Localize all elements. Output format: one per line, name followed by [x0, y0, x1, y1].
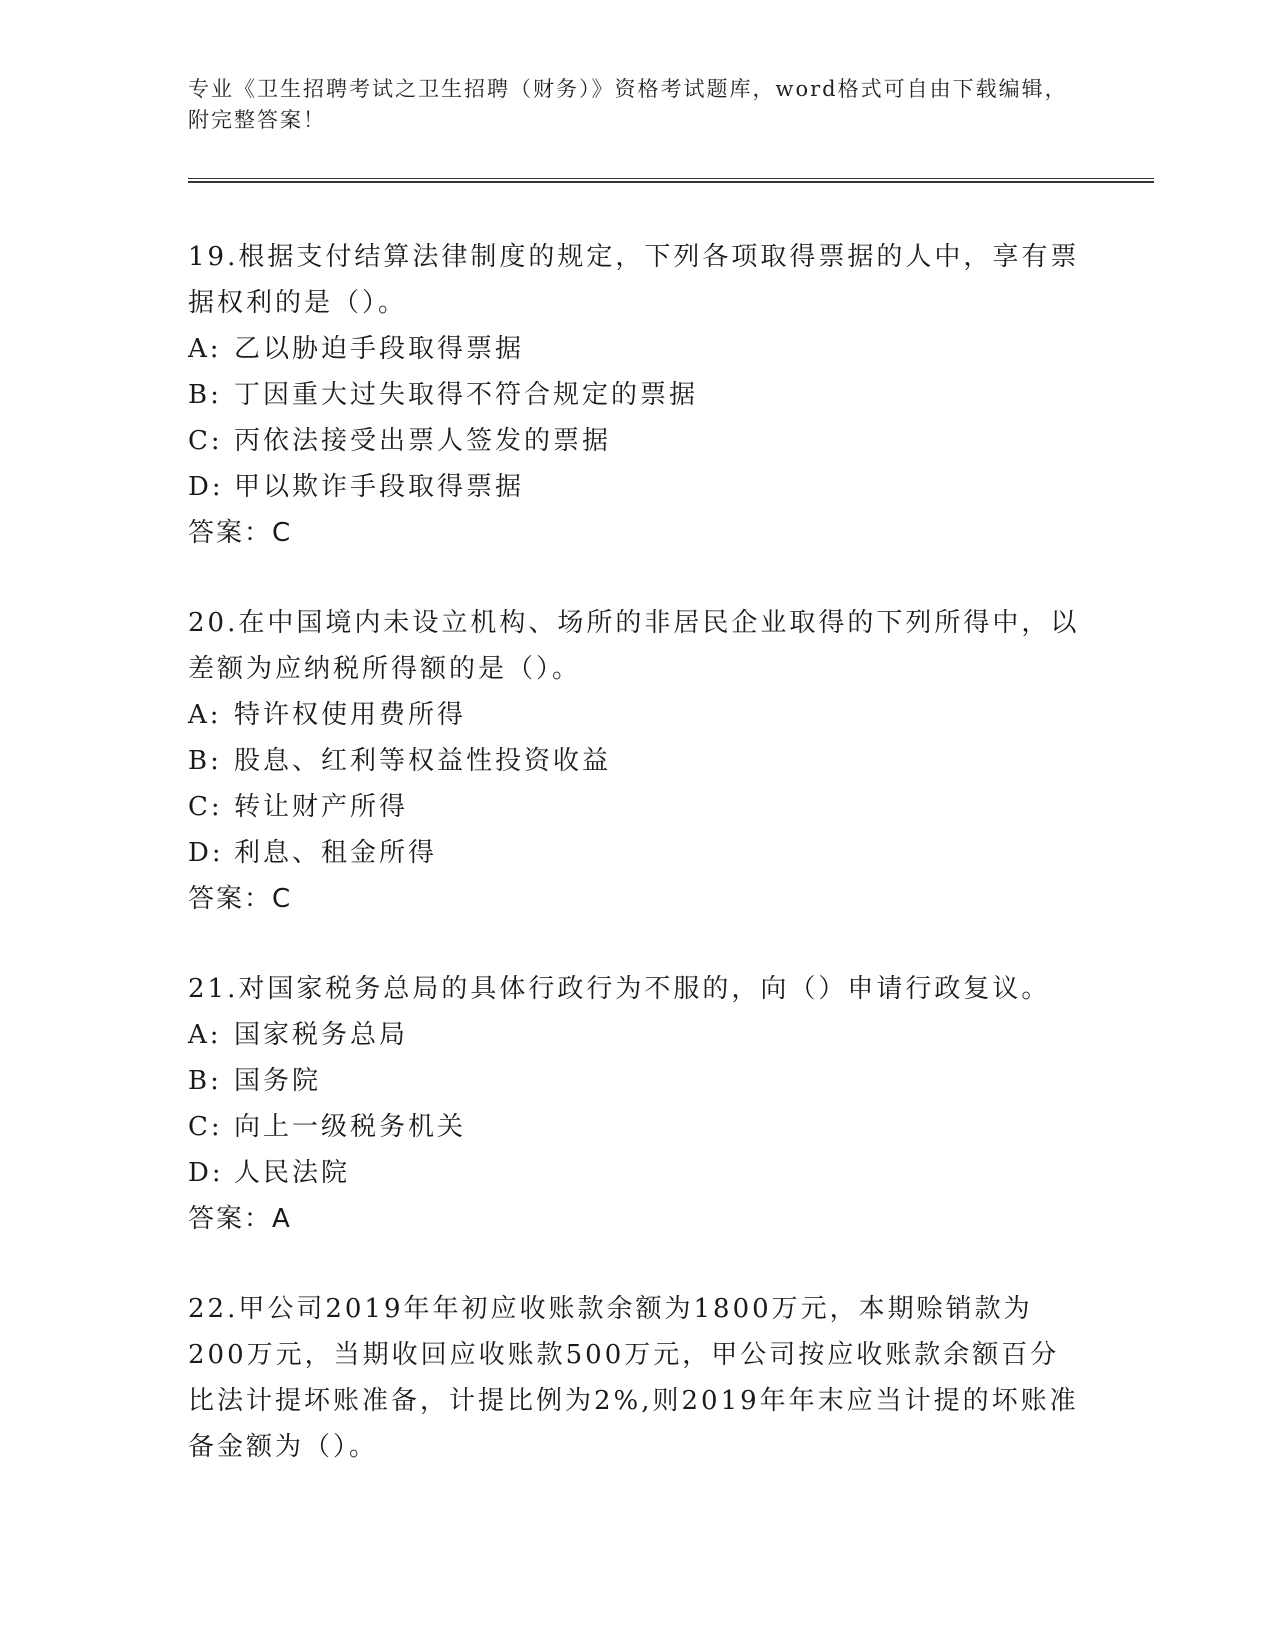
answer-line: 答案：A: [188, 1204, 292, 1234]
option-b: [188, 372, 1088, 418]
option-letter: B:: [188, 380, 222, 410]
option-d: [188, 830, 1088, 876]
question-20: [188, 600, 1088, 922]
answer-line: 答案：C: [188, 518, 293, 548]
option-c: [188, 418, 1088, 464]
option-d: [188, 464, 1088, 510]
option-text: 特许权使用费所得: [234, 700, 467, 730]
option-text: 股息、红利等权益性投资收益: [234, 746, 612, 776]
option-letter: B:: [188, 1066, 222, 1096]
option-letter: C:: [188, 426, 223, 456]
option-a: [188, 1012, 1088, 1058]
question-stem: 19.根据支付结算法律制度的规定，下列各项取得票据的人中，享有票据权利的是（）。: [188, 242, 1080, 318]
option-text: 利息、租金所得: [234, 838, 438, 868]
option-letter: A:: [188, 334, 222, 364]
option-text: 丁因重大过失取得不符合规定的票据: [234, 380, 699, 410]
option-text: 转让财产所得: [234, 792, 409, 822]
option-letter: C:: [188, 1112, 223, 1142]
question-stem: 20.在中国境内未设立机构、场所的非居民企业取得的下列所得中，以差额为应纳税所得额的是（）。: [188, 608, 1080, 684]
option-a: [188, 692, 1088, 738]
question-stem: 22.甲公司2019年年初应收账款余额为1800万元，本期赊销款为200万元，当期收回应收账款500万元，甲公司按应收账款余额百分比法计提坏账准备，计提比例为2%,则2019年年末应当计提的坏账准备金额为（）。: [188, 1294, 1079, 1462]
option-letter: D:: [188, 838, 224, 868]
option-b: [188, 1058, 1088, 1104]
option-c: [188, 1104, 1088, 1150]
option-letter: A:: [188, 1020, 222, 1050]
option-text: 乙以胁迫手段取得票据: [234, 334, 525, 364]
question-stem: 21.对国家税务总局的具体行政行为不服的，向（）申请行政复议。: [188, 974, 1051, 1004]
option-letter: D:: [188, 472, 224, 502]
option-text: 国务院: [234, 1066, 322, 1096]
question-19: [188, 234, 1088, 556]
option-letter: C:: [188, 792, 223, 822]
option-letter: D:: [188, 1158, 224, 1188]
option-text: 国家税务总局: [234, 1020, 409, 1050]
option-a: [188, 326, 1088, 372]
header-divider: [188, 178, 1154, 183]
option-text: 向上一级税务机关: [234, 1112, 467, 1142]
page-header-text: 专业《卫生招聘考试之卫生招聘（财务）》资格考试题库，word格式可自由下载编辑，附完整答案！: [188, 77, 1068, 132]
option-b: [188, 738, 1088, 784]
option-text: 人民法院: [234, 1158, 351, 1188]
option-letter: A:: [188, 700, 222, 730]
option-text: 甲以欺诈手段取得票据: [234, 472, 525, 502]
option-d: [188, 1150, 1088, 1196]
question-21: [188, 966, 1088, 1242]
option-c: [188, 784, 1088, 830]
question-22: [188, 1286, 1088, 1470]
option-letter: B:: [188, 746, 222, 776]
answer-line: 答案：C: [188, 884, 293, 914]
option-text: 丙依法接受出票人签发的票据: [234, 426, 612, 456]
